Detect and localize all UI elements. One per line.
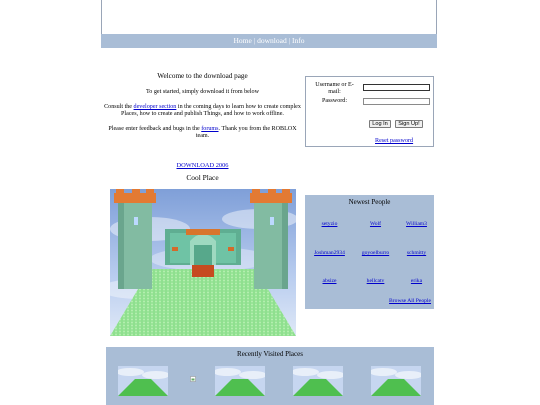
welcome-consult	[103, 104, 302, 118]
recent-places-panel	[106, 347, 434, 405]
username-input[interactable]	[363, 84, 430, 91]
castle-scene-image	[110, 189, 296, 336]
password-input[interactable]	[363, 98, 430, 105]
newest-people-title: Newest People	[348, 198, 391, 206]
developer-section-link[interactable]: developer section	[133, 104, 177, 110]
place-screenshot[interactable]	[110, 189, 296, 336]
login-box	[305, 76, 434, 147]
welcome-title: Welcome to the download page	[157, 72, 248, 80]
person-link[interactable]: absize	[322, 278, 337, 284]
consult-prefix: Consult the	[104, 104, 134, 110]
nav-info-link[interactable]: Info	[291, 36, 305, 45]
recent-place-thumbnail[interactable]	[215, 366, 265, 396]
nav-download-link[interactable]: download	[257, 36, 287, 45]
forums-link[interactable]: forums	[201, 126, 219, 132]
person-link[interactable]: Joshman2934	[314, 250, 345, 256]
recent-places-title: Recently Visited Places	[237, 350, 303, 358]
browse-all-people-link[interactable]: Browse All People	[389, 298, 431, 304]
recent-place-thumbnail[interactable]	[371, 366, 421, 396]
password-label: Password:	[321, 98, 348, 104]
signup-button[interactable]: Sign Up!	[395, 120, 423, 128]
feedback-prefix: Please enter feedback and bugs in the	[108, 126, 202, 132]
username-label: Username or E-mail:	[315, 82, 354, 95]
broken-image-icon	[190, 376, 196, 382]
place-name: Cool Place	[186, 173, 219, 182]
welcome-section	[103, 73, 302, 148]
place-thumbnail-image	[293, 366, 343, 396]
place-thumbnail-image	[215, 366, 265, 396]
person-link[interactable]: hellcatv	[366, 278, 385, 284]
recent-place-thumbnail[interactable]	[118, 366, 168, 396]
welcome-intro: To get started, simply download it from below	[146, 89, 259, 95]
consult-suffix: in the coming days to learn how to create complex Places, how to create and publish Things, and how to work offline.	[121, 104, 301, 117]
feedback-suffix: . Thank you from the ROBLOX team.	[195, 126, 297, 139]
nav-bar	[101, 34, 437, 48]
nav-separator: |	[288, 36, 291, 45]
person-link[interactable]: erika	[410, 278, 423, 284]
nav-separator: |	[253, 36, 256, 45]
download-link[interactable]: DOWNLOAD 2006	[176, 162, 229, 169]
reset-password-link[interactable]: Reset password	[375, 138, 414, 144]
person-link[interactable]: goyoelburro	[361, 250, 390, 256]
place-thumbnail-image	[371, 366, 421, 396]
recent-place-thumbnail[interactable]	[293, 366, 343, 396]
place-thumbnail-image	[118, 366, 168, 396]
person-link[interactable]: schmitty	[406, 250, 427, 256]
nav-home-link[interactable]: Home	[233, 36, 252, 45]
newest-people-panel	[305, 195, 434, 309]
welcome-feedback	[103, 126, 302, 140]
person-link[interactable]: Wolf	[369, 221, 382, 227]
person-link[interactable]: setyzio	[321, 221, 338, 227]
person-link[interactable]: William3	[406, 221, 427, 227]
login-button[interactable]: Log In	[369, 120, 391, 128]
